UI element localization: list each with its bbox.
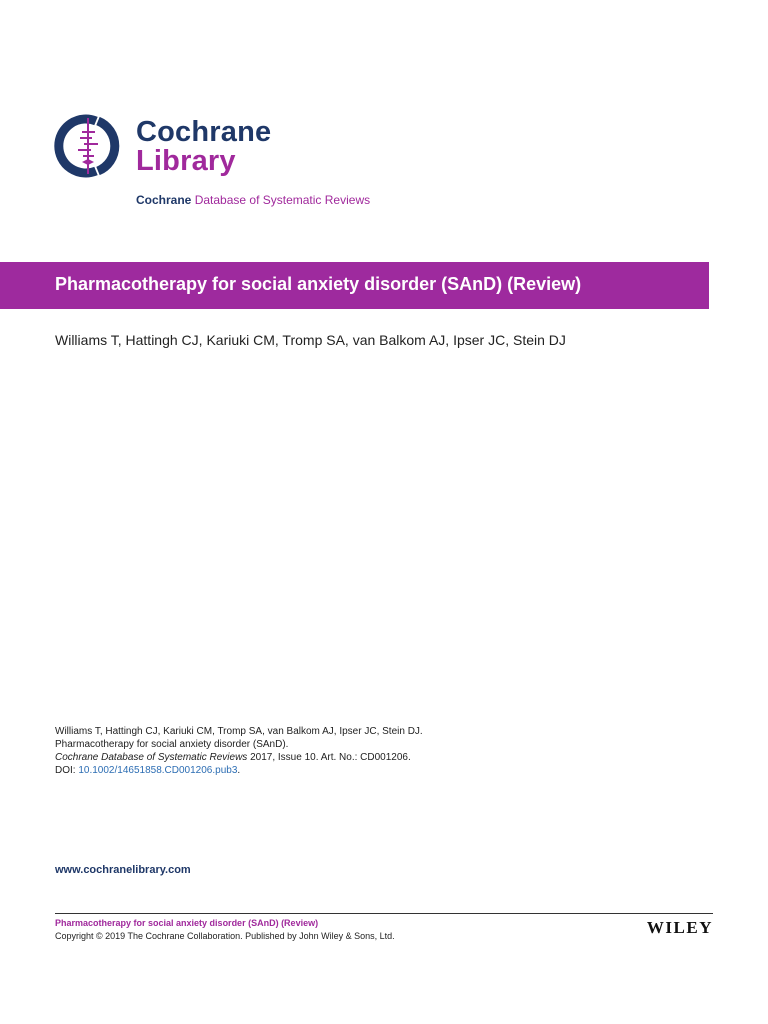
doi-suffix: .	[237, 765, 241, 776]
doi-label: DOI:	[55, 765, 79, 776]
footer-title: Pharmacotherapy for social anxiety disorder (SAnD) (Review)	[55, 918, 319, 928]
logo-wordmark-library: Library	[136, 145, 236, 177]
doi-link[interactable]: 10.1002/14651858.CD001206.pub3	[78, 765, 238, 776]
author-list: Williams T, Hattingh CJ, Kariuki CM, Tromp SA, van Balkom AJ, Ipser JC, Stein DJ	[55, 332, 566, 348]
citation-source	[55, 751, 423, 764]
citation-title: Pharmacotherapy for social anxiety disorder (SAnD).	[55, 739, 289, 750]
title-banner	[0, 262, 709, 309]
website-link[interactable]: www.cochranelibrary.com	[55, 864, 191, 876]
citation-journal: Cochrane Database of Systematic Reviews	[55, 752, 248, 763]
citation-block	[55, 725, 423, 777]
publisher-logo: WILEY	[646, 918, 713, 937]
citation-authors: Williams T, Hattingh CJ, Kariuki CM, Tromp SA, van Balkom AJ, Ipser JC, Stein DJ.	[55, 726, 423, 737]
footer-divider	[55, 913, 713, 914]
database-title: Database of Systematic Reviews	[194, 193, 371, 207]
cochrane-logo-icon	[54, 114, 122, 178]
database-brand: Cochrane	[136, 193, 192, 207]
review-title: Pharmacotherapy for social anxiety disorder (SAnD) (Review)	[55, 274, 582, 294]
citation-doi	[55, 764, 423, 777]
database-name	[136, 192, 370, 208]
logo-wordmark-cochrane: Cochrane	[136, 116, 272, 148]
citation-issue: 2017, Issue 10. Art. No.: CD001206.	[247, 752, 411, 763]
footer-copyright: Copyright © 2019 The Cochrane Collaboration. Published by John Wiley & Sons, Ltd.	[55, 931, 395, 941]
